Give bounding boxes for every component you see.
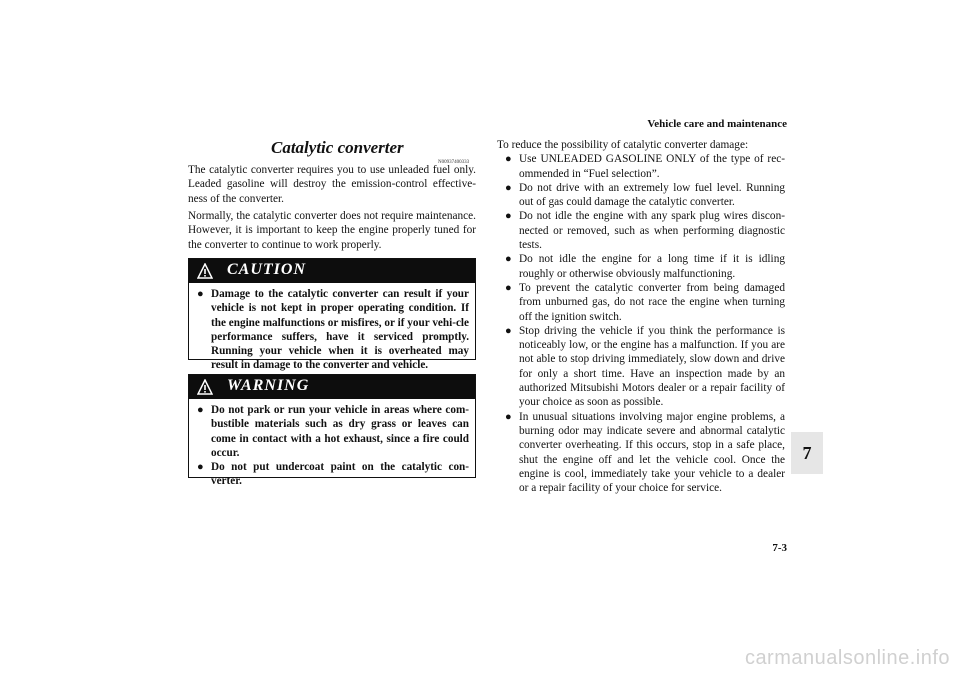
list-item: ● Use UNLEADED GASOLINE ONLY of the type of rec-ommended in “Fuel selection”. — [505, 153, 785, 180]
warning-item: ● Do not put undercoat paint on the catalytic con-verter. — [197, 461, 469, 488]
caution-box — [188, 258, 476, 372]
warning-box — [188, 374, 476, 488]
bullet-icon: ● — [197, 461, 204, 474]
warning-header — [189, 375, 475, 399]
warning-label: WARNING — [227, 377, 310, 394]
warning-triangle-icon — [197, 379, 213, 395]
bullet-icon: ● — [505, 210, 512, 223]
document-code: N00937400333 — [438, 160, 470, 165]
maintenance-paragraph: Normally, the catalytic converter does not require maintenance. However, it is important to keep the engine properly tuned for the converter to continue to work properly. — [188, 210, 476, 251]
caution-label: CAUTION — [227, 261, 307, 278]
bullet-icon: ● — [505, 281, 512, 294]
section-header: Vehicle care and maintenance — [647, 118, 787, 130]
page-number: 7-3 — [772, 542, 787, 554]
caution-item: ● Damage to the catalytic converter can result if your vehicle is not kept in proper operating condition. If the engine malfunctions or misfires, or if your vehi-cle performance suffers, have it serviced promptly. Running your vehicle when it is overheated may result in damage to the converter and vehicle. — [197, 288, 469, 372]
list-item: ● Do not drive with an extremely low fuel level. Running out of gas could damage the catalytic converter. — [505, 181, 785, 209]
bullet-icon: ● — [505, 324, 512, 337]
list-item: ● Stop driving the vehicle if you think the performance is noticeably low, or the engine has a malfunction. If you are not able to stop driving immediately, slow down and drive for only a short time. Have an inspection made by an authorized Mitsubishi Motors dealer or a repair facility of your choice as soon as possible. — [505, 324, 785, 409]
page-title: Catalytic converter — [271, 138, 404, 157]
bullet-icon: ● — [505, 253, 512, 266]
bullet-icon: ● — [505, 181, 512, 194]
watermark: carmanualsonline.info — [744, 647, 950, 669]
list-item: ● Do not idle the engine for a long time if it is idling roughly or otherwise obviously malfunctioning. — [505, 253, 785, 280]
damage-intro: To reduce the possibility of catalytic converter damage: — [497, 139, 749, 151]
bullet-icon: ● — [505, 410, 512, 423]
chapter-tab: 7 — [791, 432, 823, 474]
list-item: ● In unusual situations involving major engine problems, a burning odor may indicate severe and abnormal catalytic converter overheating. If this occurs, stop in a safe place, shut the engine off and let the vehicle cool. Once the engine is cool, immediately take your vehicle to a dealer or a repair facility of your choice for service. — [505, 410, 785, 495]
intro-paragraph: The catalytic converter requires you to use unleaded fuel only. Leaded gasoline will destroy the emission-control effective-ness of the converter. — [188, 164, 476, 205]
warning-triangle-icon — [197, 263, 213, 279]
list-item: ● To prevent the catalytic converter from being damaged from unburned gas, do not race the engine when turning off the ignition switch. — [505, 281, 785, 323]
bullet-icon: ● — [505, 153, 512, 166]
list-item: ● Do not idle the engine with any spark plug wires discon-nected or removed, such as when performing diagnostic tests. — [505, 210, 785, 252]
warning-item: ● Do not park or run your vehicle in areas where com-bustible materials such as dry grass or leaves can come in contact with a hot exhaust, since a fire could occur. — [197, 404, 469, 459]
bullet-icon: ● — [197, 404, 204, 416]
bullet-icon: ● — [197, 288, 204, 300]
right-column — [497, 138, 785, 495]
caution-header — [189, 259, 475, 283]
